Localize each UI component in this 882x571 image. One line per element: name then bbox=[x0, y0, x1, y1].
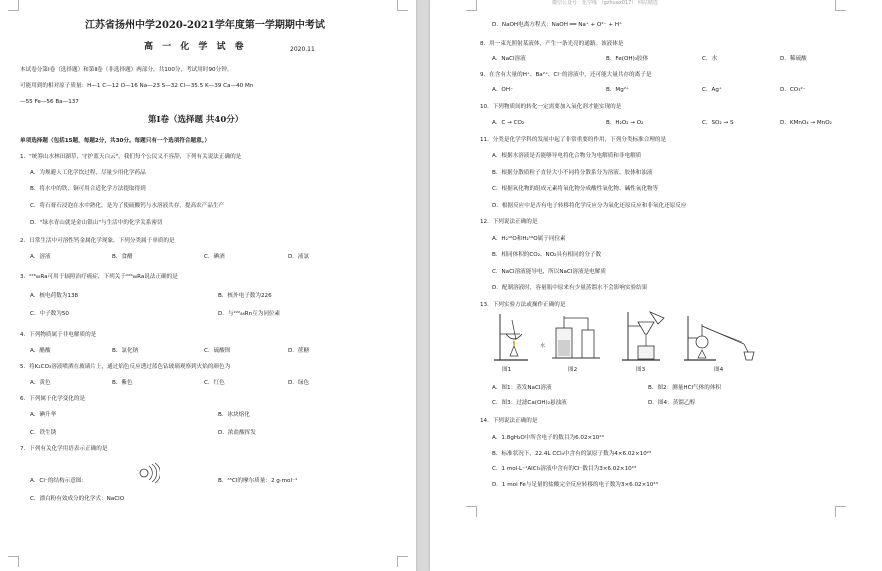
option: B．Mg²⁺ bbox=[606, 87, 630, 93]
option: D．KMnO₄ → MnO₂ bbox=[780, 120, 832, 126]
intro-line: —55 Fe—56 Ba—137 bbox=[20, 99, 79, 105]
option: C．水 bbox=[702, 56, 718, 62]
option: B．Fe(OH)₃胶体 bbox=[606, 56, 649, 62]
option: C．碘酒 bbox=[204, 254, 225, 260]
crop-mark-icon bbox=[466, 506, 477, 517]
option: C．1 mol·L⁻¹AlCl₃溶液中含有的Cl⁻数目为3×6.02×10²³ bbox=[492, 466, 637, 472]
figure-label: 图2 bbox=[568, 367, 578, 373]
question-8: 8．用一束光照射某液体，产生一条光亮的通路。该液体是 bbox=[480, 41, 624, 47]
page-header-watermark: 微信公众号：化学缘 （gzhuax017） 网站精选 bbox=[552, 0, 658, 6]
option: A．黄色 bbox=[30, 380, 51, 386]
question-13: 13．下列实验方法或操作正确的是 bbox=[480, 302, 566, 308]
crop-mark-icon bbox=[835, 506, 846, 517]
option: B．根据分散质粒子直径大小不同将分散系分为溶液、胶体和浊液 bbox=[492, 170, 653, 176]
figure-1-evaporation bbox=[492, 312, 536, 362]
option: A．Cl⁻的结构示意图： bbox=[30, 478, 87, 484]
option: D．与²²²₈₆Rn互为同位素 bbox=[218, 311, 281, 317]
figure-label: 图4 bbox=[714, 367, 724, 373]
option: C．NaCl溶液能导电，所以NaCl溶液是电解质 bbox=[492, 269, 606, 275]
option: A．醋酸 bbox=[30, 348, 51, 354]
option: A．为规避人工化学饮过程，尽量少用化学药品 bbox=[30, 170, 146, 176]
option: A．NaCl溶液 bbox=[492, 56, 526, 62]
exam-date: 2020.11 bbox=[290, 46, 315, 53]
question-7: 7．下列有关化学用语表示正确的是 bbox=[20, 446, 108, 452]
crop-mark-icon bbox=[466, 0, 477, 11]
question-1: 1．"统筹山水林田湖草，守护蓝天白云"，我们每个公民义不容辞，下列有关说法正确的是 bbox=[20, 154, 242, 160]
option: C．中子数为50 bbox=[30, 311, 69, 317]
option: B．相同体积的CO₂、NO₂具有相同的分子数 bbox=[492, 252, 602, 258]
question-14: 14．下列说法正确的是 bbox=[480, 418, 538, 424]
option: B．³⁵Cl的摩尔质量：2 g·mol⁻¹ bbox=[218, 478, 298, 484]
option: C．SO₂ → S bbox=[702, 120, 734, 126]
option: D．根据反应中是否有电子转移将化学反应分为氧化还原反应和非氧化还原反应 bbox=[492, 203, 687, 209]
question-12: 12．下列说法正确的是 bbox=[480, 219, 538, 225]
option: A．1.8gH₂O中所含电子的数目为6.02×10²³ bbox=[492, 435, 604, 441]
option: A．H₂¹⁶O和H₂¹⁸O属于同位素 bbox=[492, 236, 566, 242]
question-5: 5．将K₂CO₃溶液喷洒在玻璃片上，通过焰色反应透过蓝色钴玻璃观察到火焰的颜色为 bbox=[20, 364, 231, 370]
option: C．Ag⁺ bbox=[702, 87, 722, 93]
option: B．食醋 bbox=[112, 254, 133, 260]
option: A．OH⁻ bbox=[492, 87, 513, 93]
question-3: 3．²²⁶₈₈Ra可用于辐照治疗癌症，下列关于²²⁶₈₈Ra说法正确的是 bbox=[20, 274, 178, 280]
figure-label: 图1 bbox=[502, 367, 512, 373]
option: D．蔗糖 bbox=[288, 348, 310, 354]
option: D．配制溶液时，容量瓶中原来有少量蒸馏水不会影响实验结果 bbox=[492, 285, 648, 291]
option: D．液氯 bbox=[288, 254, 310, 260]
document-page-2 bbox=[430, 0, 882, 571]
figure-3-filtration bbox=[620, 310, 670, 362]
question-6: 6．下列属于化学变化的是 bbox=[20, 396, 86, 402]
option: D．图4：蒸馏乙醇 bbox=[648, 400, 696, 406]
figure-4-distillation bbox=[682, 312, 766, 362]
intro-line: 可能用到的相对原子质量：H—1 C—12 O—16 Na—23 S—32 Cl—35.5 K—39 Ca—40 Mn bbox=[20, 83, 254, 89]
question-4: 4．下列物质属于非电解质的是 bbox=[20, 332, 97, 338]
option: B．紫色 bbox=[112, 380, 133, 386]
option: B．氯化钠 bbox=[112, 348, 139, 354]
figure-label: 图3 bbox=[636, 367, 646, 373]
figure-2-water-label: 水 bbox=[540, 343, 546, 349]
option: C．图3：过滤Ca(OH)₂悬浊液 bbox=[492, 400, 567, 406]
question-10: 10．下列物质间的转化一定需要加入氧化剂才能实现的是 bbox=[480, 104, 622, 110]
option: B．图2：测量HCl气体的体积 bbox=[648, 385, 722, 391]
option: C．将石膏石浸泡在水中熟化，是为了使硫酸钙与水溶液共存，提高农产品生产 bbox=[30, 203, 225, 209]
crop-mark-icon bbox=[835, 0, 846, 11]
option: B．标准状况下，22.4L CCl₄中含有的氯原子数为4×6.02×10²³ bbox=[492, 451, 652, 457]
option: C．硫酸钡 bbox=[204, 348, 231, 354]
option: A．图1：蒸发NaCl溶液 bbox=[492, 385, 552, 391]
option: D．NaOH电离方程式：NaOH ══ Na⁺ + O²⁻ + H⁺ bbox=[492, 22, 623, 28]
option: D．绿色 bbox=[288, 380, 310, 386]
section-note: 单项选择题（包括15题，每题2分，共30分。每题只有一个选项符合题意。） bbox=[20, 138, 211, 144]
option: B．H₂O₂ → O₂ bbox=[606, 120, 644, 126]
option: D．CO₃²⁻ bbox=[780, 87, 806, 93]
exam-subtitle: 高 一 化 学 试 卷 bbox=[144, 42, 247, 52]
option: A．溶液 bbox=[30, 254, 51, 260]
option: A．碘升华 bbox=[30, 412, 57, 418]
section-heading: 第Ⅰ卷（选择题 共40分） bbox=[148, 115, 244, 125]
option: D．1 mol Fe与足量的盐酸完全反应转移的电子数为3×6.02×10²³ bbox=[492, 482, 658, 488]
question-11: 11．分类是化学学科的发展中起了非常重要的作用，下列分类标准合理的是 bbox=[480, 137, 667, 143]
option: A．核电荷数为138 bbox=[30, 293, 79, 299]
exam-title: 江苏省扬州中学2020-2021学年度第一学期期中考试 bbox=[85, 20, 325, 31]
option: A．根据水溶液是否能够导电将化合物分为电解质和非电解质 bbox=[492, 153, 642, 159]
question-9: 9．在含有大量的H⁺、Ba²⁺、Cl⁻的溶液中，还可能大量共存的离子是 bbox=[480, 72, 652, 78]
crop-mark-icon bbox=[8, 0, 19, 11]
crop-mark-icon bbox=[397, 0, 408, 11]
crop-mark-icon bbox=[397, 556, 408, 567]
question-2: 2．日常生活中可溶性钙金属化学现象，下列分类属于单质的是 bbox=[20, 238, 175, 244]
crop-mark-icon bbox=[8, 556, 19, 567]
option: D．浓盐酸挥发 bbox=[218, 430, 256, 436]
option: C．根据氧化物的组成元素将氧化物分成酸性氧化物、碱性氧化物等 bbox=[492, 186, 659, 192]
option: C．漂白粉有效成分的化学式：NaClO bbox=[30, 496, 125, 502]
document-page-1 bbox=[0, 0, 416, 571]
option: B．核外电子数为226 bbox=[218, 293, 272, 299]
option: A．C → CO₂ bbox=[492, 120, 525, 126]
option: C．铁生锈 bbox=[30, 430, 57, 436]
chloride-ion-structure-diagram bbox=[134, 460, 160, 486]
option: B．冰块熔化 bbox=[218, 412, 250, 418]
option: C．红色 bbox=[204, 380, 225, 386]
intro-line: 本试卷分第Ⅰ卷（选择题）和第Ⅱ卷（非选择题）两部分，共100分，考试用时90分钟。 bbox=[20, 67, 233, 73]
option: B．将水中的铁，铜可用合适化学方法提取得到 bbox=[30, 186, 146, 192]
option: D．稀硫酸 bbox=[780, 56, 807, 62]
figure-2-gas-measurement bbox=[548, 312, 604, 362]
option: D．"绿水青山就是金山银山"与生活中的化学关系密切 bbox=[30, 220, 163, 226]
